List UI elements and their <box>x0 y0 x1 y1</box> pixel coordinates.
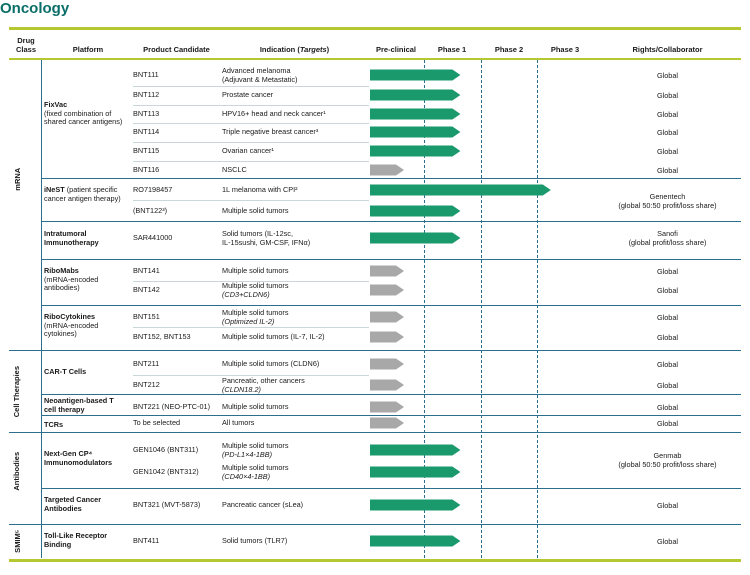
indication-line: Multiple solid tumors <box>222 206 289 215</box>
indication <box>222 377 305 394</box>
row-divider <box>133 123 369 124</box>
header-targets: Targets <box>299 45 327 54</box>
stage-arrow <box>370 312 404 323</box>
product-candidate: BNT151 <box>133 312 160 321</box>
indication <box>222 360 319 369</box>
platform-neoantigen: Neoantigen-based T cell therapy <box>44 396 114 414</box>
header-indication: Indication (Targets) <box>259 45 330 54</box>
indication-line: Multiple solid tumors <box>222 266 289 275</box>
rights-collaborator: Global <box>656 166 679 175</box>
indication <box>222 267 289 276</box>
indication <box>222 128 318 137</box>
indication-line: Multiple solid tumors (CLDN6) <box>222 359 320 368</box>
indication-line: (CD3+CLDN6) <box>222 289 270 299</box>
product-candidate: BNT141 <box>133 266 160 275</box>
indication <box>222 419 254 428</box>
indication-line: Solid tumors (IL-12sc, <box>222 229 293 238</box>
product-candidate: GEN1042 (BNT312) <box>133 467 199 476</box>
indication-line: IL-15sushi, GM-CSF, IFNα) <box>222 237 311 247</box>
stage-arrow <box>370 445 460 456</box>
indication-line: Multiple solid tumors (IL-7, IL-2) <box>222 332 325 341</box>
product-candidate: BNT111 <box>133 70 159 79</box>
indication <box>222 442 289 459</box>
page-title: Oncology <box>0 0 70 17</box>
product-candidate: To be selected <box>133 418 181 427</box>
product-candidate: BNT113 <box>133 109 160 118</box>
platform-car-t: CAR-T Cells <box>44 367 87 376</box>
indication <box>222 91 273 100</box>
group-separator <box>41 221 741 222</box>
product-candidate: SAR441000 <box>133 233 173 242</box>
rights-collaborator: Global <box>656 313 679 322</box>
row-divider <box>133 142 369 143</box>
indication-line: (PD-L1×4-1BB) <box>222 449 273 459</box>
header-preclinical: Pre-clinical <box>375 45 417 54</box>
indication-line: Multiple solid tumors <box>222 308 289 317</box>
indication-line: Triple negative breast cancer³ <box>222 127 319 136</box>
platform-tcrs: TCRs <box>44 420 64 429</box>
indication <box>222 186 298 195</box>
drug-class-cell-therapies: Cell Therapies <box>11 365 21 418</box>
indication <box>222 282 289 299</box>
indication-line: HPV16+ head and neck cancer¹ <box>222 109 326 118</box>
stage-arrow <box>370 146 460 157</box>
stage-arrow <box>370 165 404 176</box>
indication <box>222 537 287 546</box>
indication <box>222 147 274 156</box>
rights-collaborator: Global <box>656 267 679 276</box>
stage-arrow <box>370 332 404 343</box>
platform-nextgen-cp: Next-Gen CP⁴ Immunomodulators <box>44 449 113 467</box>
rights-collaborator: Global <box>656 110 679 119</box>
rights-collaborator: Global <box>656 501 679 510</box>
indication-line: All tumors <box>222 418 255 427</box>
indication-line: Solid tumors (TLR7) <box>222 536 288 545</box>
indication-line: (CLDN18.2) <box>222 384 261 394</box>
platform-fixvac: FixVac (fixed combination of shared cancer antigens) <box>44 100 123 127</box>
stage-arrow <box>370 402 404 413</box>
row-divider <box>133 105 369 106</box>
stage-arrow <box>370 233 460 244</box>
indication <box>222 207 289 216</box>
indication-line: (Optimized IL-2) <box>222 316 275 326</box>
rights-collaborator: Global <box>656 333 679 342</box>
header-product: Product Candidate <box>143 45 210 54</box>
indication <box>222 166 247 175</box>
drug-class-smim: SMIM⁵ <box>12 529 22 553</box>
product-candidate: (BNT122³) <box>133 206 168 215</box>
drug-class-antibodies: Antibodies <box>11 451 21 491</box>
group-separator <box>41 394 741 395</box>
product-candidate: BNT152, BNT153 <box>133 332 191 341</box>
product-candidate: BNT115 <box>133 146 160 155</box>
class-separator <box>9 432 741 433</box>
rights-genmab: Genmab (global 50:50 profit/loss share) <box>618 451 717 469</box>
rights-sanofi: Sanofi (global profit/loss share) <box>628 229 707 247</box>
indication-line: NSCLC <box>222 165 247 174</box>
product-candidate: BNT116 <box>133 165 160 174</box>
stage-arrow <box>370 90 460 101</box>
stage-arrow <box>370 380 404 391</box>
bottom-rule <box>9 559 741 562</box>
row-divider <box>133 161 369 162</box>
class-separator <box>9 524 741 525</box>
product-candidate: BNT142 <box>133 285 160 294</box>
stage-arrow <box>370 109 460 120</box>
rights-collaborator: Global <box>656 419 679 428</box>
stage-arrow <box>370 266 404 277</box>
product-candidate: GEN1046 (BNT311) <box>133 445 199 454</box>
indication-line: Pancreatic cancer (sLea) <box>222 500 304 509</box>
rights-collaborator: Global <box>656 286 679 295</box>
class-separator <box>9 350 741 351</box>
platform-ribomabs: RiboMabs (mRNA-encoded antibodies) <box>44 266 99 293</box>
stage-arrow <box>370 418 404 429</box>
rights-collaborator: Global <box>656 537 679 546</box>
drug-class-mrna: mRNA <box>12 167 22 191</box>
product-candidate: BNT221 (NEO-PTC-01) <box>133 402 211 411</box>
stage-arrow <box>370 185 551 196</box>
rights-collaborator: Global <box>656 403 679 412</box>
platform-ribocytokines: RiboCytokines (mRNA-encoded cytokines) <box>44 312 99 339</box>
platform-intratumoral: Intratumoral Immunotherapy <box>44 229 99 247</box>
platform-inest: iNeST (patient specific cancer antigen therapy) <box>44 185 121 203</box>
indication <box>222 67 297 84</box>
product-candidate: BNT114 <box>133 127 160 136</box>
indication-line: 1L melanoma with CPI² <box>222 185 298 194</box>
indication <box>222 110 326 119</box>
rights-collaborator: Global <box>656 381 679 390</box>
stage-arrow <box>370 285 404 296</box>
rights-collaborator: Global <box>656 71 679 80</box>
product-candidate: RO7198457 <box>133 185 173 194</box>
indication <box>222 501 303 510</box>
indication-line: Prostate cancer <box>222 90 274 99</box>
platform-targeted-antibodies: Targeted Cancer Antibodies <box>44 495 102 513</box>
product-candidate: BNT112 <box>133 90 160 99</box>
header-drug-class: Drug Class <box>15 36 36 54</box>
rights-collaborator: Global <box>656 128 679 137</box>
header-platform: Platform <box>72 45 104 54</box>
header-rights: Rights/Collaborator <box>632 45 703 54</box>
row-divider <box>133 327 369 328</box>
rights-collaborator: Global <box>656 147 679 156</box>
group-separator <box>41 415 741 416</box>
row-divider <box>133 375 369 376</box>
indication <box>222 464 289 481</box>
indication-line: Multiple solid tumors <box>222 281 289 290</box>
indication-line: Multiple solid tumors <box>222 402 289 411</box>
platform-toll-like: Toll-Like Receptor Binding <box>44 531 108 549</box>
indication <box>222 333 325 342</box>
group-separator <box>41 488 741 489</box>
group-separator <box>41 305 741 306</box>
group-separator <box>41 259 741 260</box>
stage-arrow <box>370 359 404 370</box>
product-candidate: BNT212 <box>133 380 160 389</box>
header-phase2: Phase 2 <box>494 45 524 54</box>
indication <box>222 309 289 326</box>
indication <box>222 230 310 247</box>
product-candidate: BNT211 <box>133 359 160 368</box>
stage-arrow <box>370 70 460 81</box>
product-candidate: BNT321 (MVT-5873) <box>133 500 201 509</box>
indication-line: Multiple solid tumors <box>222 441 289 450</box>
indication-line: Ovarian cancer¹ <box>222 146 274 155</box>
indication-line: (CD40×4-1BB) <box>222 471 271 481</box>
row-divider <box>133 86 369 87</box>
rights-genentech: Genentech (global 50:50 profit/loss share) <box>618 192 717 210</box>
group-separator <box>41 178 741 179</box>
product-candidate: BNT411 <box>133 536 160 545</box>
indication-line: Advanced melanoma <box>222 66 291 75</box>
indication-line: Multiple solid tumors <box>222 463 289 472</box>
row-divider <box>133 281 369 282</box>
rights-collaborator: Global <box>656 91 679 100</box>
indication <box>222 403 289 412</box>
indication-line: (Adjuvant & Metastatic) <box>222 74 298 84</box>
row-divider <box>133 200 369 201</box>
header-phase3: Phase 3 <box>550 45 580 54</box>
stage-arrow <box>370 206 460 217</box>
indication-line: Pancreatic, other cancers <box>222 376 305 385</box>
stage-arrow <box>370 500 460 511</box>
stage-arrow <box>370 536 460 547</box>
header-phase1: Phase 1 <box>437 45 467 54</box>
stage-arrow <box>370 127 460 138</box>
rights-collaborator: Global <box>656 360 679 369</box>
stage-arrow <box>370 467 460 478</box>
